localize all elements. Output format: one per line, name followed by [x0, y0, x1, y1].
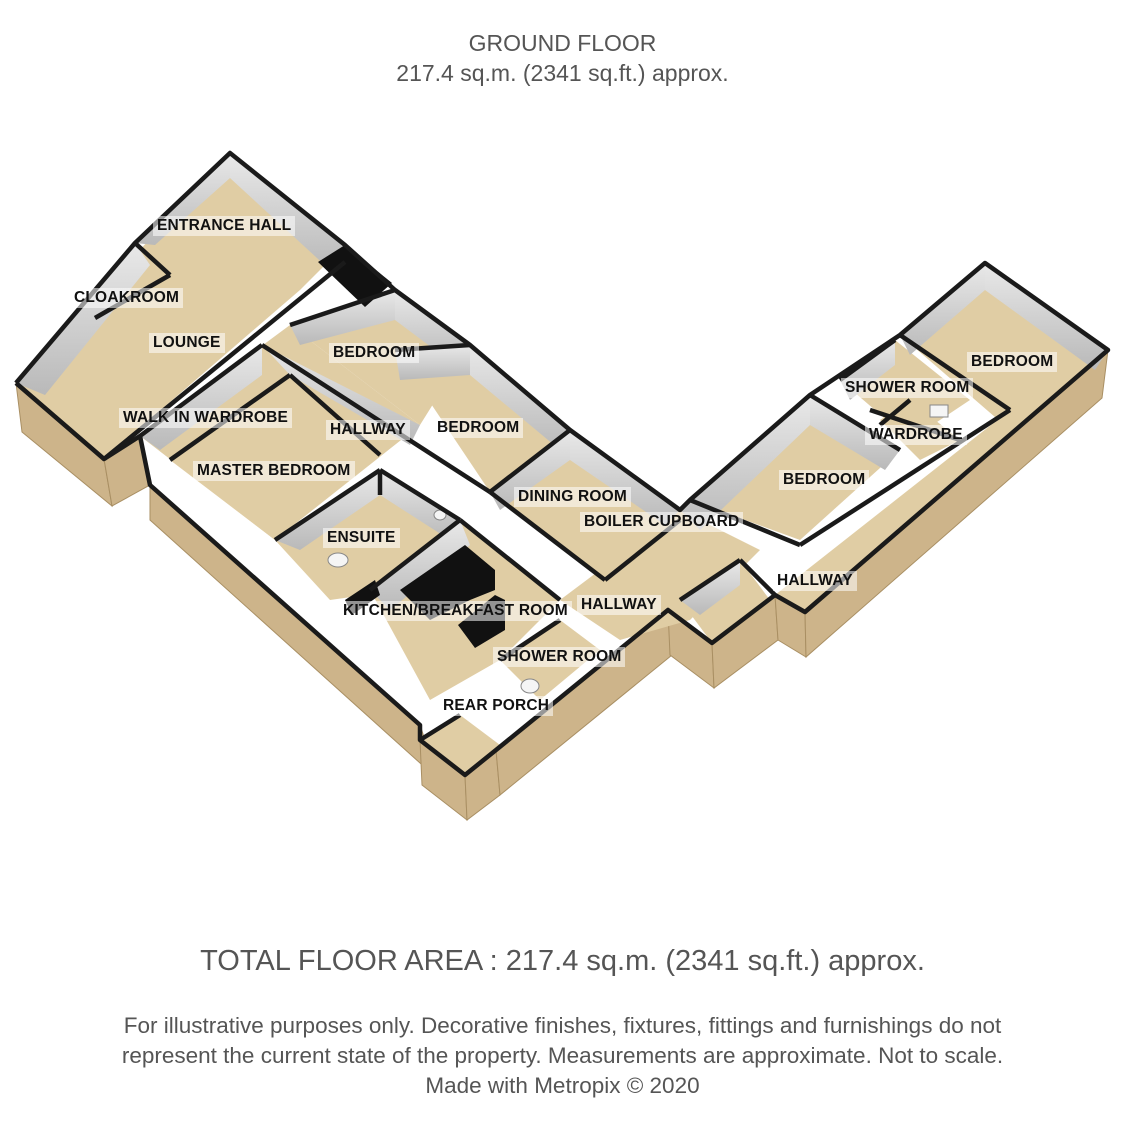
room-label-bedroom: BEDROOM — [329, 343, 419, 363]
room-label-shower-room: SHOWER ROOM — [493, 647, 625, 667]
floor-title: GROUND FLOOR — [468, 30, 657, 56]
room-label-kitchen: KITCHEN/BREAKFAST ROOM — [339, 601, 572, 621]
room-label-lounge: LOUNGE — [149, 333, 225, 353]
floor-area-subtitle: 217.4 sq.m. (2341 sq.ft.) approx. — [396, 60, 729, 86]
room-label-bedroom: BEDROOM — [779, 470, 869, 490]
room-label-rear-porch: REAR PORCH — [439, 696, 553, 716]
metropix-credit: Made with Metropix © 2020 — [425, 1073, 700, 1098]
total-floor-area: TOTAL FLOOR AREA : 217.4 sq.m. (2341 sq.ft.) approx. — [200, 945, 925, 977]
room-label-walk-in-wardrobe: WALK IN WARDROBE — [119, 408, 292, 428]
room-label-cloakroom: CLOAKROOM — [70, 288, 183, 308]
room-label-ensuite: ENSUITE — [323, 528, 400, 548]
disclaimer-line: For illustrative purposes only. Decorative finishes, fixtures, fittings and furnishings do not — [123, 1013, 1002, 1038]
room-label-boiler-cupboard: BOILER CUPBOARD — [580, 512, 743, 532]
room-label-master-bedroom: MASTER BEDROOM — [193, 461, 355, 481]
room-label-bedroom: BEDROOM — [967, 352, 1057, 372]
room-label-hallway: HALLWAY — [326, 420, 410, 440]
room-label-dining-room: DINING ROOM — [514, 487, 631, 507]
room-label-wardrobe: WARDROBE — [865, 425, 967, 445]
room-label-hallway: HALLWAY — [773, 571, 857, 591]
room-label-hallway: HALLWAY — [577, 595, 661, 615]
disclaimer-line: represent the current state of the property. Measurements are approximate. Not to scale. — [121, 1043, 1004, 1068]
room-label-entrance-hall: ENTRANCE HALL — [153, 216, 295, 236]
room-label-bedroom: BEDROOM — [433, 418, 523, 438]
room-label-shower-room: SHOWER ROOM — [841, 378, 973, 398]
